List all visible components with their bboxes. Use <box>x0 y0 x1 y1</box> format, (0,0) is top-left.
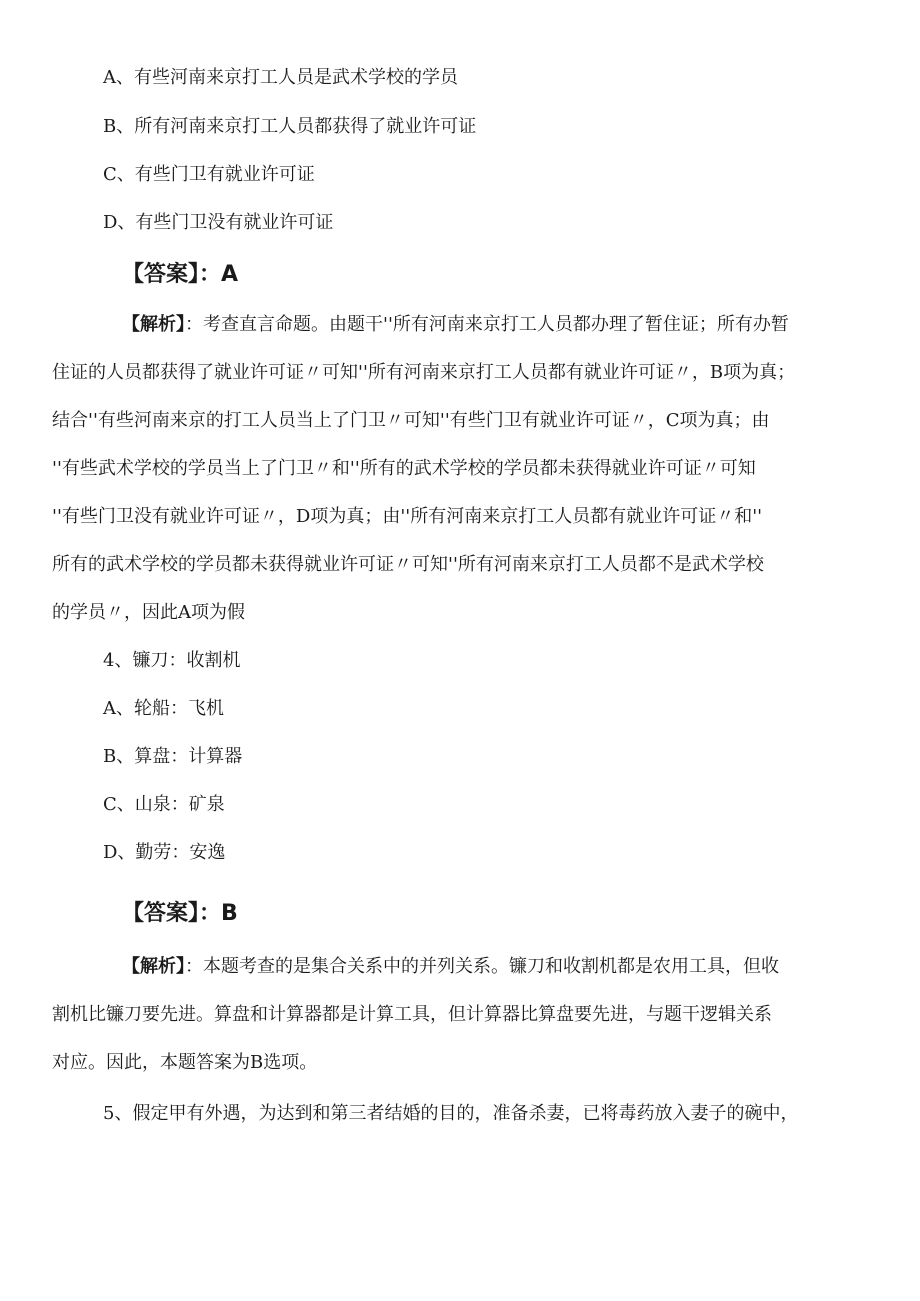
q3-option-c: C、有些门卫有就业许可证 <box>103 164 315 185</box>
q3-option-b: B、所有河南来京打工人员都获得了就业许可证 <box>103 116 477 137</box>
q4-option-d: D、勤劳：安逸 <box>103 842 226 863</box>
q3-analysis-line-7: 的学员〃，因此A项为假 <box>52 602 245 623</box>
q3-option-d: D、有些门卫没有就业许可证 <box>103 212 334 233</box>
q3-answer <box>122 263 238 287</box>
q4-analysis-line-3: 对应。因此，本题答案为B选项。 <box>52 1052 318 1073</box>
q3-analysis-line-5: ''有些门卫没有就业许可证〃，D项为真；由''所有河南来京打工人员都有就业许可证〃和'' <box>52 506 763 527</box>
q4-answer <box>122 902 238 926</box>
q3-analysis-line-1 <box>122 313 789 337</box>
q4-option-c: C、山泉：矿泉 <box>103 794 225 815</box>
q4-analysis-label: 【解析】 <box>122 956 185 977</box>
q4-answer-label: 【答案】： <box>122 901 222 926</box>
q3-answer-value: A <box>221 262 239 287</box>
q3-analysis-line-4: ''有些武术学校的学员当上了门卫〃和''所有的武术学校的学员都未获得就业许可证〃可知 <box>52 458 756 479</box>
q4-analysis-line-2: 割机比镰刀要先进。算盘和计算器都是计算工具，但计算器比算盘要先进，与题干逻辑关系 <box>52 1004 772 1025</box>
q3-option-a: A、有些河南来京打工人员是武术学校的学员 <box>103 67 458 88</box>
q3-analysis-line-2: 住证的人员都获得了就业许可证〃可知''所有河南来京打工人员都有就业许可证〃，B项为真； <box>52 362 796 383</box>
q4-option-a: A、轮船：飞机 <box>103 698 224 719</box>
q3-analysis-line-6: 所有的武术学校的学员都未获得就业许可证〃可知''所有河南来京打工人员都不是武术学校 <box>52 554 764 575</box>
q3-analysis-label: 【解析】 <box>122 314 185 335</box>
q3-analysis-line-3: 结合''有些河南来京的打工人员当上了门卫〃可知''有些门卫有就业许可证〃，C项为真；由 <box>52 410 770 431</box>
q4-analysis-line-1 <box>122 955 779 979</box>
q5-stem: 5、假定甲有外遇，为达到和第三者结婚的目的，准备杀妻，已将毒药放入妻子的碗中， <box>103 1103 799 1124</box>
q3-analysis-text-1: ：考查直言命题。由题干''所有河南来京打工人员都办理了暂住证；所有办暂 <box>185 314 789 335</box>
q3-answer-label: 【答案】： <box>122 262 222 287</box>
q4-answer-value: B <box>221 901 238 926</box>
q4-stem: 4、镰刀：收割机 <box>103 650 241 671</box>
q4-option-b: B、算盘：计算器 <box>103 746 243 767</box>
q4-analysis-text-1: ：本题考查的是集合关系中的并列关系。镰刀和收割机都是农用工具，但收 <box>185 956 779 977</box>
